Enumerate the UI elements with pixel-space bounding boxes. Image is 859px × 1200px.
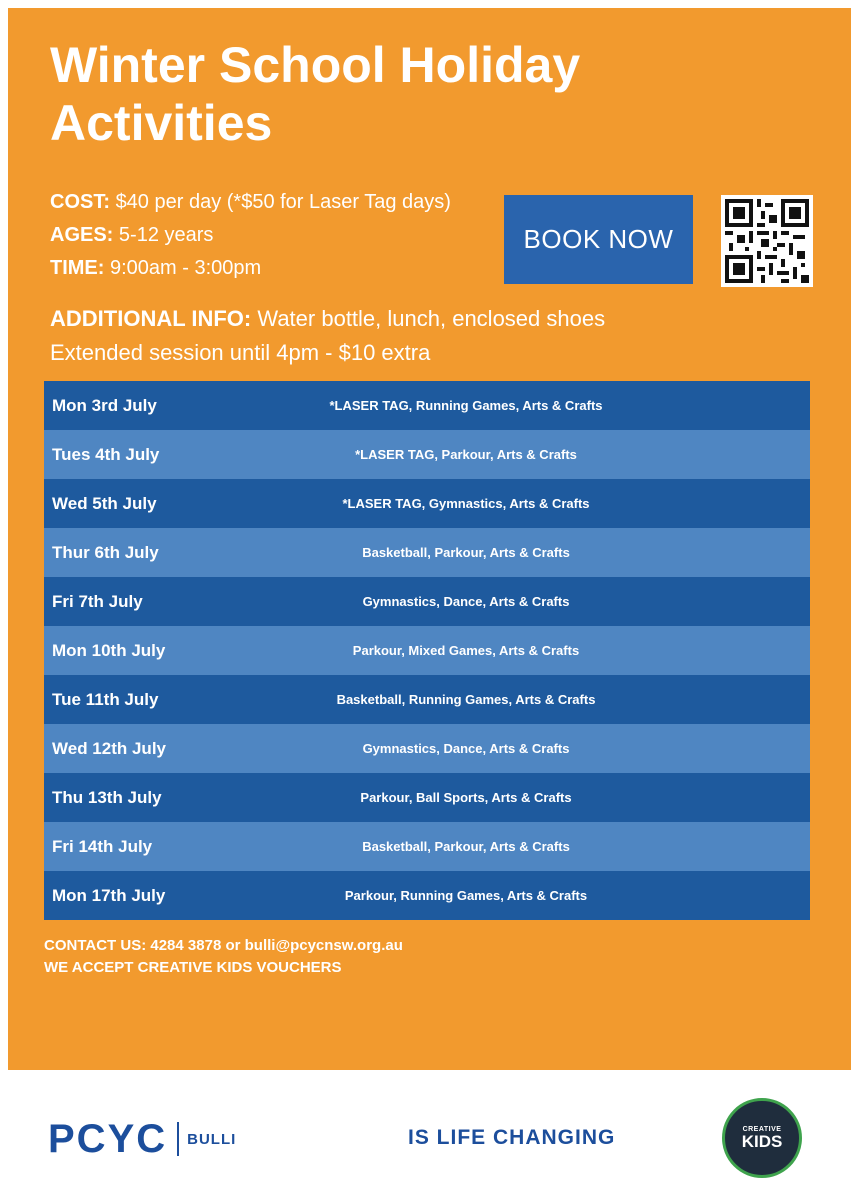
schedule-row — [44, 822, 810, 871]
cost-label: COST: — [50, 191, 110, 213]
schedule-day: Mon 17th July — [52, 885, 166, 905]
time-value: 9:00am - 3:00pm — [110, 257, 262, 279]
schedule-day: Wed 12th July — [52, 738, 166, 758]
schedule-row — [44, 479, 810, 528]
contact-block — [44, 935, 403, 979]
schedule-day: Tues 4th July — [52, 444, 160, 464]
cost-value: $40 per day (*$50 for Laser Tag days) — [115, 191, 451, 213]
schedule-day: Mon 3rd July — [52, 395, 157, 415]
schedule-row — [44, 773, 810, 822]
schedule-day: Fri 7th July — [52, 591, 143, 611]
badge-main-text: KIDS — [741, 1131, 783, 1151]
ages-line — [50, 223, 213, 247]
schedule-activities: *LASER TAG, Running Games, Arts & Crafts — [329, 398, 603, 413]
schedule-row — [44, 724, 810, 773]
schedule-day: Thu 13th July — [52, 787, 162, 807]
schedule-row — [44, 675, 810, 724]
contact-line: CONTACT US: 4284 3878 or bulli@pcycnsw.org.au — [44, 937, 403, 954]
schedule-table — [44, 381, 810, 920]
schedule-activities: Parkour, Mixed Games, Arts & Crafts — [352, 643, 580, 658]
schedule-row — [44, 626, 810, 675]
pcyc-logo — [48, 1104, 236, 1174]
schedule-day: Thur 6th July — [52, 542, 159, 562]
schedule-activities: Parkour, Ball Sports, Arts & Crafts — [360, 790, 572, 805]
schedule-row — [44, 577, 810, 626]
page-title: Winter School Holiday Activities — [50, 37, 581, 151]
book-now-button[interactable]: BOOK NOW — [504, 195, 693, 284]
schedule-activities: *LASER TAG, Parkour, Arts & Crafts — [355, 447, 577, 462]
additional-info-line — [50, 307, 605, 331]
schedule-row — [44, 430, 810, 479]
extended-session-line: Extended session until 4pm - $10 extra — [50, 340, 431, 365]
logo-divider — [177, 1122, 179, 1156]
schedule-activities: *LASER TAG, Gymnastics, Arts & Crafts — [342, 496, 590, 511]
schedule-activities: Basketball, Parkour, Arts & Crafts — [362, 839, 570, 854]
schedule-row — [44, 381, 810, 430]
schedule-day: Fri 14th July — [52, 836, 153, 856]
schedule-day: Wed 5th July — [52, 493, 157, 513]
schedule-activities: Basketball, Running Games, Arts & Crafts — [336, 692, 596, 707]
cost-line — [50, 190, 451, 214]
ages-label: AGES: — [50, 224, 114, 246]
schedule-activities: Gymnastics, Dance, Arts & Crafts — [362, 741, 570, 756]
qr-code-icon[interactable] — [721, 195, 813, 287]
additional-label: ADDITIONAL INFO: — [50, 306, 252, 331]
ages-value: 5-12 years — [118, 224, 214, 246]
schedule-activities: Basketball, Parkour, Arts & Crafts — [362, 545, 570, 560]
schedule-row — [44, 871, 810, 920]
schedule-row — [44, 528, 810, 577]
tagline: IS LIFE CHANGING — [408, 1126, 616, 1149]
time-label: TIME: — [50, 257, 105, 279]
badge-top-text: CREATIVE — [742, 1125, 782, 1133]
schedule-activities: Parkour, Running Games, Arts & Crafts — [344, 888, 588, 903]
schedule-activities: Gymnastics, Dance, Arts & Crafts — [362, 594, 570, 609]
time-line — [50, 256, 261, 280]
location-label: BULLI — [187, 1130, 237, 1148]
creative-kids-badge-icon — [722, 1098, 802, 1178]
pcyc-logo-text: PCYC — [48, 1116, 168, 1161]
vouchers-line: WE ACCEPT CREATIVE KIDS VOUCHERS — [44, 959, 342, 976]
schedule-day: Tue 11th July — [52, 689, 159, 709]
schedule-day: Mon 10th July — [52, 640, 166, 660]
additional-value: Water bottle, lunch, enclosed shoes — [257, 306, 606, 331]
